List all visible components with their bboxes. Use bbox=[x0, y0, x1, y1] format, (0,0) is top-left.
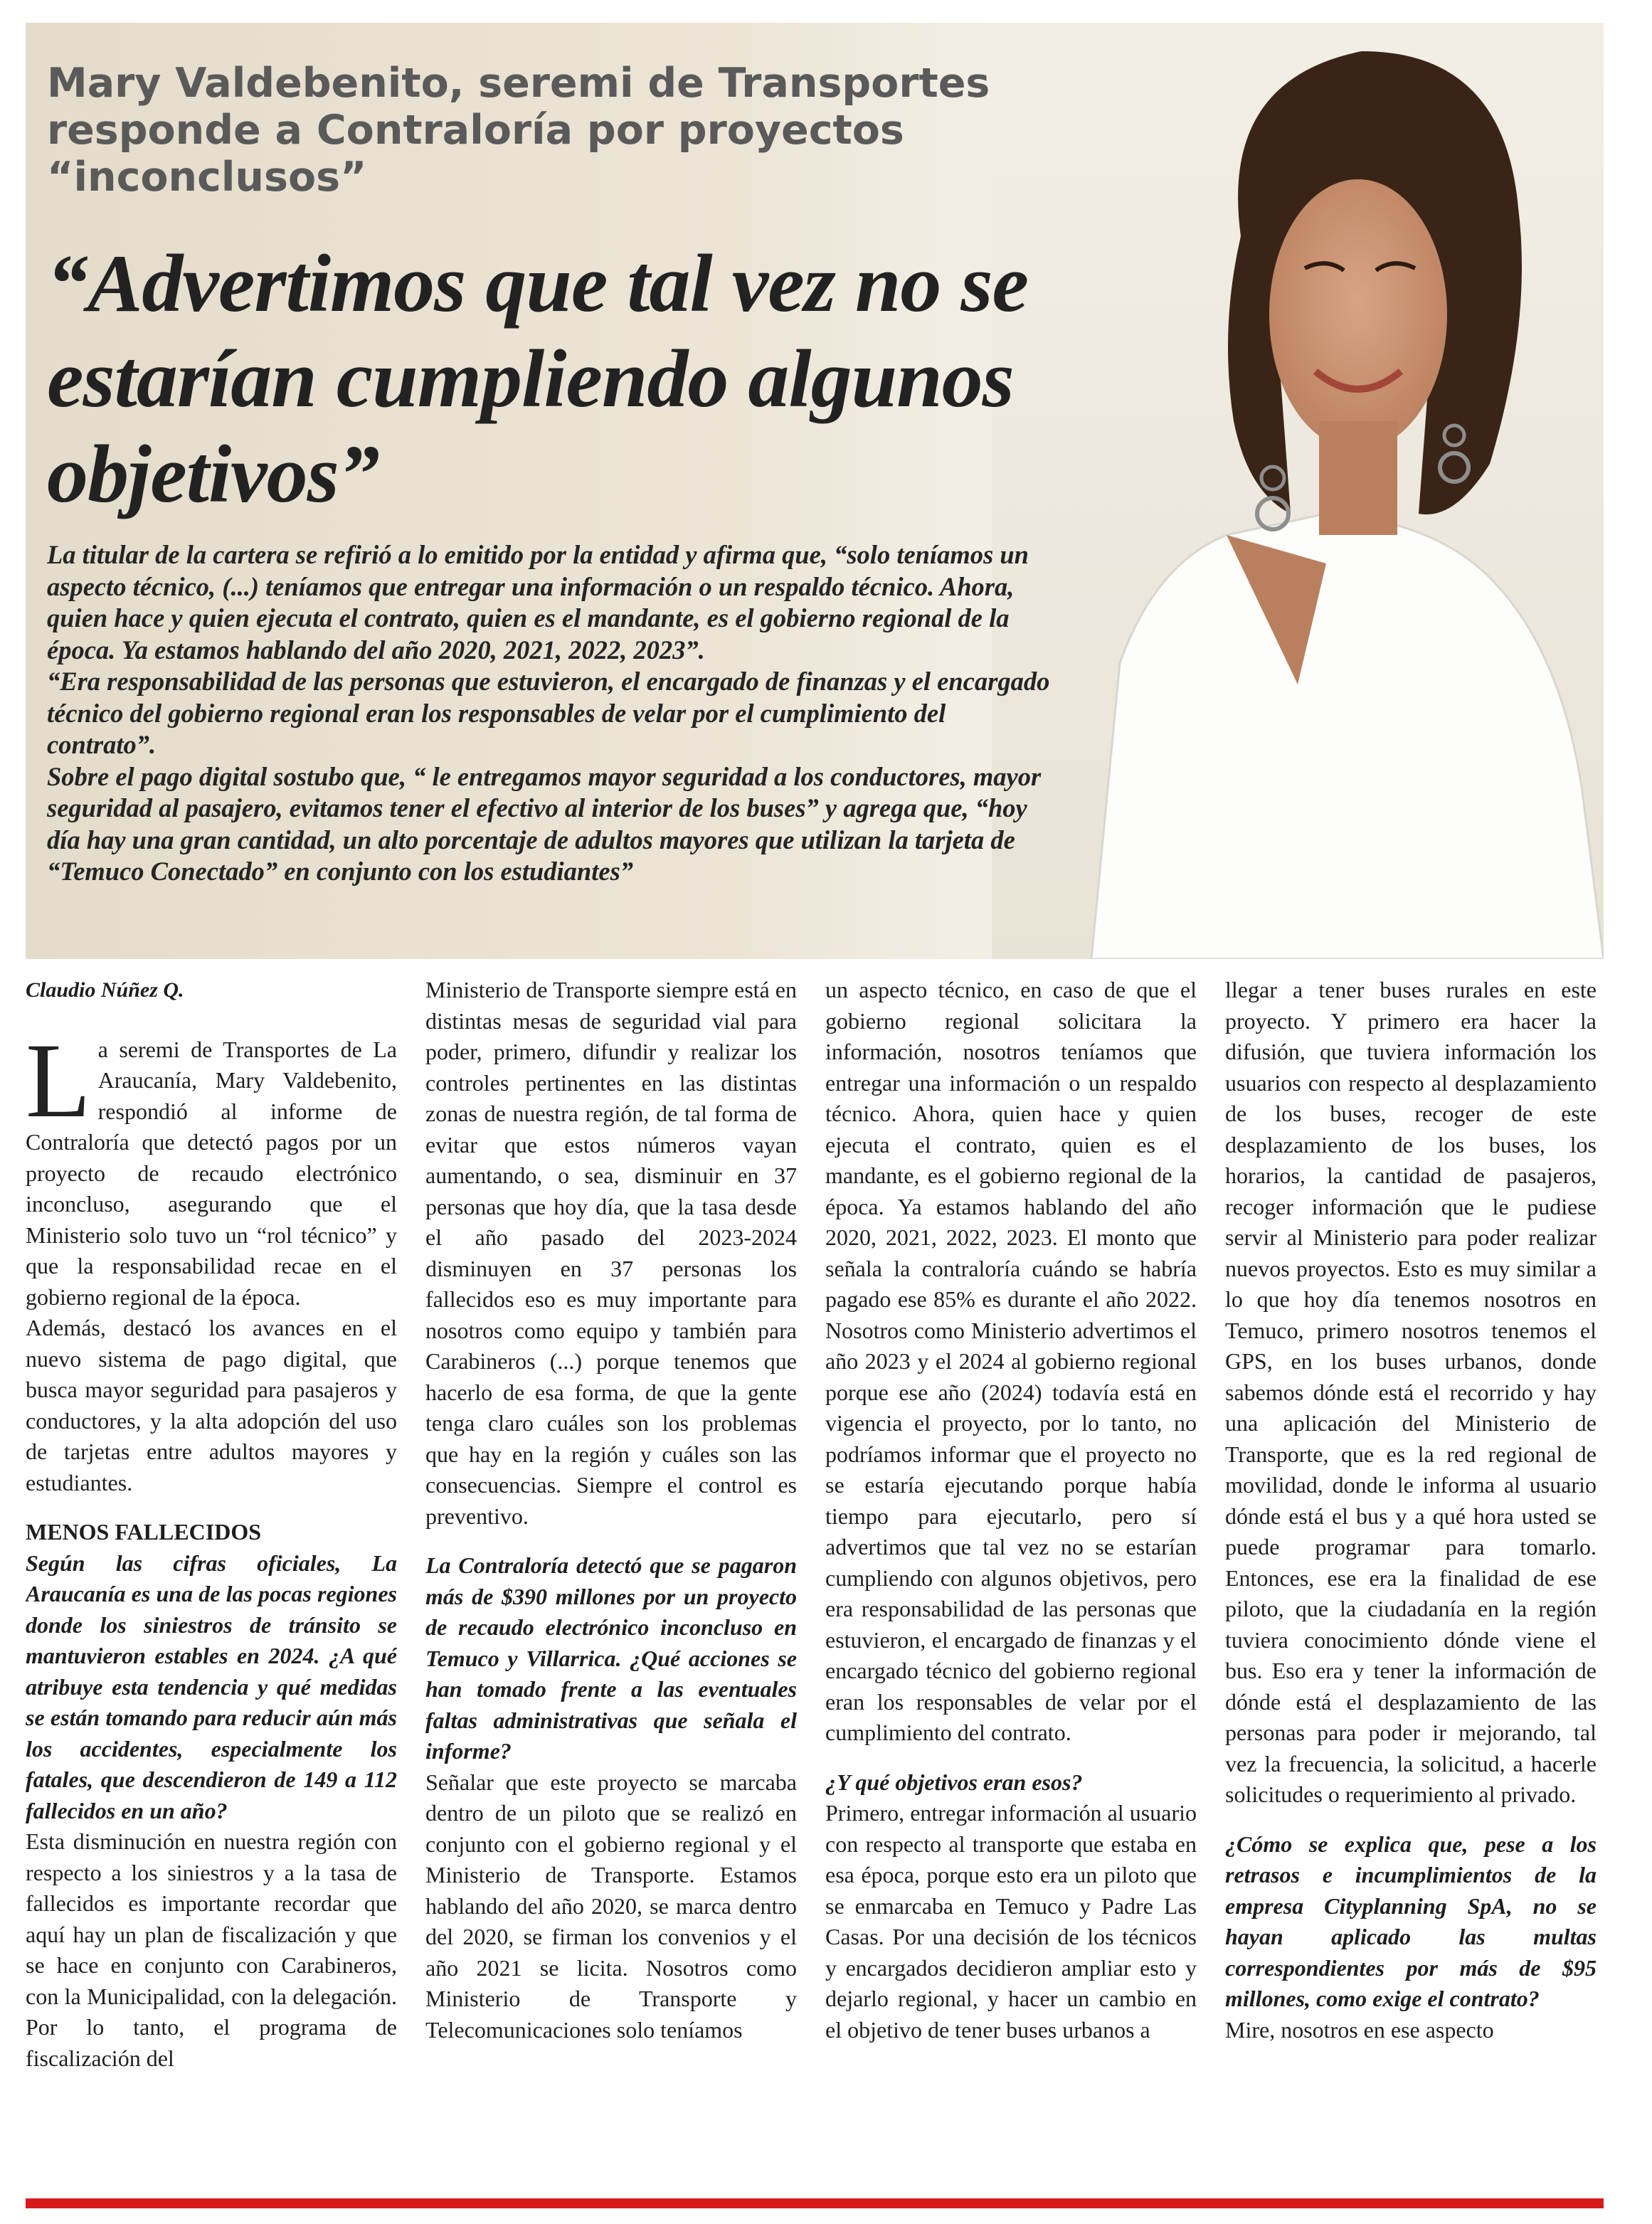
section-subhead: MENOS FALLECIDOS bbox=[26, 1519, 262, 1545]
article-column-4 bbox=[1225, 975, 1597, 2184]
drop-cap: L bbox=[26, 1021, 91, 1140]
paragraph: Primero, entregar información al usuario con respecto al transporte que estaba en esa época, porque esto era un piloto que se enmarcaba en Temuco y Padre Las Casas. Por una decisión de los técnicos y encargados decidieron ampliar esto y dejarlo regional, y hacer un cambio en el objetivo de tener buses urbanos a bbox=[825, 1800, 1197, 2043]
footer-accent-bar bbox=[26, 2198, 1604, 2208]
interview-question: ¿Y qué objetivos eran esos? bbox=[825, 1769, 1083, 1795]
kicker-headline: Mary Valdebenito, seremi de Transportes responde a Contraloría por proyectos “inconclusos” bbox=[47, 60, 990, 201]
article-body bbox=[26, 975, 1604, 2184]
paragraph: un aspecto técnico, en caso de que el gobierno regional solicitara la información, nosotros teníamos que entregar una información o un respaldo técnico. Ahora, quien hace y quien ejecuta el contrato, quien es el mandante, es el gobierno regional de la época. Ya estamos hablando del año 2020, 2021, 2022, 2023. El monto que señala la contraloría cuándo se habría pagado ese 85% es durante el año 2022. Nosotros como Ministerio advertimos el año 2023 y el 2024 al gobierno regional porque ese año (2024) todavía está en vigencia el proyecto, por lo tanto, no podríamos informar que el proyecto no se estaría ejecutando porque había tiempo para ejecutarlo, pero sí advertimos que tal vez no se estarían cumpliendo con algunos objetivos, pero era responsabilidad de las personas que estuvieron, el encargado de finanzas y el encargado técnico del gobierno regional eran los responsables de velar por el cumplimiento del contrato. bbox=[825, 977, 1197, 1745]
lead-text-2: “Era responsabilidad de las personas que estuvieron, el encargado de finanzas y el encargado técnico del gobierno regional eran los responsables de velar por el cumplimiento del contrato”. bbox=[47, 667, 1050, 759]
article-column-1 bbox=[26, 975, 397, 2184]
paragraph: Esta disminución en nuestra región con respecto a los siniestros y a la tasa de fallecidos es importante recordar que aquí hay un plan de fiscalización y que se hace en conjunto con Carabineros, con la Municipalidad, con la delegación. Por lo tanto, el programa de fiscalización del bbox=[26, 1828, 397, 2071]
paragraph: llegar a tener buses rurales en este proyecto. Y primero era hacer la difusión, que tuviera información los usuarios con respecto al desplazamiento de los buses, recoger de este desplazamiento de los buses, los horarios, la cantidad de pasajeros, recoger información que le pudiese servir al Ministerio para poder realizar nuevos proyectos. Esto es muy similar a lo que hoy día tenemos nosotros en Temuco, primero nosotros tenemos el GPS, en los buses urbanos, donde sabemos dónde está el recorrido y hay una aplicación del Ministerio de Transporte, que es la red regional de movilidad, donde le informa al usuario dónde está el bus y a qué hora usted se puede programar para tomarlo. Entonces, ese era la finalidad de ese piloto, que la ciudadanía en la región tuviera conocimiento dónde viene el bus. Eso era y tener la información de dónde está el desplazamiento de las personas para poder ir mejorando, tal vez la frecuencia, la solicitud, a hacerle solicitudes o requerimiento al privado. bbox=[1225, 977, 1597, 1807]
paragraph: Mire, nosotros en ese aspecto bbox=[1225, 2016, 1494, 2043]
interview-question: ¿Cómo se explica que, pese a los retrasos e incumplimientos de la empresa Cityplanning SpA, no se hayan aplicado las multas correspondientes por más de $95 millones, como exige el contrato? bbox=[1225, 1831, 1597, 2011]
lead-text-1: La titular de la cartera se refirió a lo emitido por la entidad y afirma que, “solo teníamos un aspecto técnico, (...) teníamos que entregar una información o un respaldo técnico. Ahora, quien hace y quien ejecuta el contrato, quien es el mandante, es el gobierno regional de la época. Ya estamos hablando del año 2020, 2021, 2022, 2023”. bbox=[47, 540, 1029, 664]
paragraph: Señalar que este proyecto se marcaba dentro de un piloto que se realizó en conjunto con el gobierno regional y el Ministerio de Transporte. Estamos hablando del año 2020, se marca dentro del 2020, se firman los convenios y el año 2021 se licita. Nosotros como Ministerio de Transporte y Telecomunicaciones solo teníamos bbox=[425, 1769, 797, 2043]
interview-question: La Contraloría detectó que se pagaron más de $390 millones por un proyecto de recaudo electrónico inconcluso en Temuco y Villarrica. ¿Qué acciones se han tomado frente a las eventuales faltas administrativas que señala el informe? bbox=[425, 1552, 797, 1764]
article-column-3 bbox=[825, 975, 1197, 2184]
lead-paragraph bbox=[47, 539, 1057, 888]
lead-text-3: Sobre el pago digital sostubo que, “ le entregamos mayor seguridad a los conductores, mayor seguridad al pasajero, evitamos tener el efectivo al interior de los buses” y agrega que, “hoy día hay una gran cantidad, un alto porcentaje de adultos mayores que utilizan la tarjeta de “Temuco Conectado” en conjunto con los estudiantes” bbox=[47, 761, 1042, 886]
byline: Claudio Núñez Q. bbox=[26, 978, 184, 1002]
interview-question: Según las cifras oficiales, La Araucanía es una de las pocas regiones donde los siniestros de tránsito se mantuvieron estables en 2024. ¿A qué atribuye esta tendencia y qué medidas se están tomando para reducir aún más los accidentes, especialmente los fatales, que descendieron de 149 a 112 fallecidos en un año? bbox=[26, 1550, 397, 1823]
paragraph: Además, destacó los avances en el nuevo sistema de pago digital, que busca mayor seguridad para pasajeros y conductores, y la alta adopción del uso de tarjetas entre adultos mayores y estudiantes. bbox=[26, 1315, 397, 1495]
paragraph: Ministerio de Transporte siempre está en distintas mesas de seguridad vial para poder, primero, difundir y realizar los controles pertinentes en las distintas zonas de nuestra región, de tal forma de evitar que estos números vayan aumentando, o sea, disminuir en 37 personas que hoy día, que la tasa desde el año pasado del 2023-2024 disminuyen en 37 personas los fallecidos eso es muy importante para nosotros como equipo y también para Carabineros (...) porque tenemos que hacerlo de esa forma, de que la gente tenga claro cuáles son los problemas que hay en la región y cuáles son las consecuencias. Siempre el control es preventivo. bbox=[425, 977, 797, 1529]
paragraph: a seremi de Transportes de La Araucanía, Mary Valdebenito, respondió al informe de Contraloría que detectó pagos por un proyecto de recaudo electrónico inconcluso, asegurando que el Ministerio solo tuvo un “rol técnico” y que la responsabilidad recae en el gobierno regional de la época. bbox=[26, 1036, 397, 1310]
main-headline: “Advertimos que tal vez no se estarían cumpliendo algunos objetivos” bbox=[47, 238, 1029, 520]
article-column-2 bbox=[425, 975, 797, 2184]
hero-section bbox=[26, 23, 1604, 959]
